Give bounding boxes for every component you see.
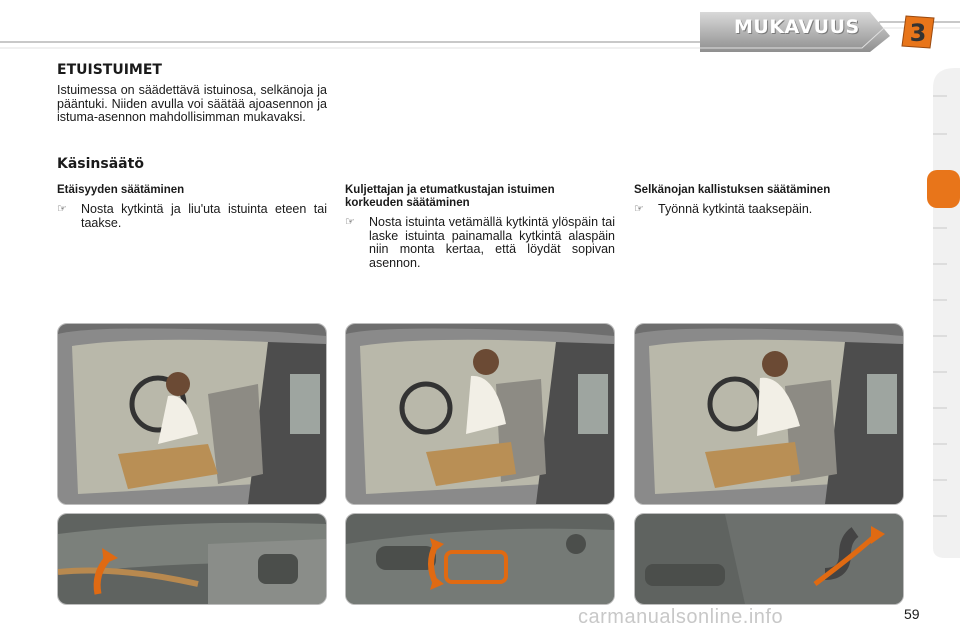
photo-seat-distance — [57, 323, 327, 505]
detail-distance-lever — [57, 513, 327, 605]
instruction-heading: Kuljettajan ja etumatkustajan istuimen korkeuden säätäminen — [345, 184, 555, 209]
instruction-height — [345, 184, 615, 270]
page-number: 59 — [904, 606, 920, 622]
photo-backrest — [634, 323, 904, 505]
chapter-title: MUKAVUUS — [734, 16, 860, 38]
subsection-title: Käsinsäätö — [57, 156, 144, 172]
detail-backrest-lever — [634, 513, 904, 605]
hand-pointer-icon: ☞ — [634, 203, 644, 215]
instruction-text: Nosta kytkintä ja liu'uta istuinta eteen tai taakse. — [81, 202, 327, 230]
watermark: carmanualsonline.info — [578, 606, 784, 628]
instruction-text: Nosta istuinta vetämällä kytkintä ylöspäin tai laske istuinta painamalla kytkintä alaspäin niin monta kertaa, että löydät sopivan asennon. — [369, 215, 615, 270]
active-chapter-tab — [927, 170, 960, 208]
chapter-number-badge — [900, 14, 936, 50]
instruction-distance — [57, 184, 327, 230]
instruction-heading: Etäisyyden säätäminen — [57, 184, 185, 196]
instruction-step — [57, 203, 327, 230]
instruction-step — [345, 216, 615, 270]
detail-height-lever — [345, 513, 615, 605]
hand-pointer-icon: ☞ — [57, 203, 67, 215]
instruction-step — [634, 203, 904, 217]
chapter-number: 3 — [909, 19, 927, 47]
section-title: ETUISTUIMET — [57, 62, 162, 78]
photo-seat-height — [345, 323, 615, 505]
chapter-tabs — [925, 68, 960, 558]
instruction-heading: Selkänojan kallistuksen säätäminen — [634, 184, 831, 196]
instruction-backrest — [634, 184, 904, 217]
section-intro: Istuimessa on säädettävä istuinosa, selkänoja ja pääntuki. Niiden avulla voi säätää ajoasennon ja istuma-asennon mahdollisimman mukavaksi. — [57, 83, 327, 124]
chapter-header — [0, 0, 960, 60]
instruction-text: Työnnä kytkintä taaksepäin. — [658, 202, 813, 216]
hand-pointer-icon: ☞ — [345, 216, 355, 228]
